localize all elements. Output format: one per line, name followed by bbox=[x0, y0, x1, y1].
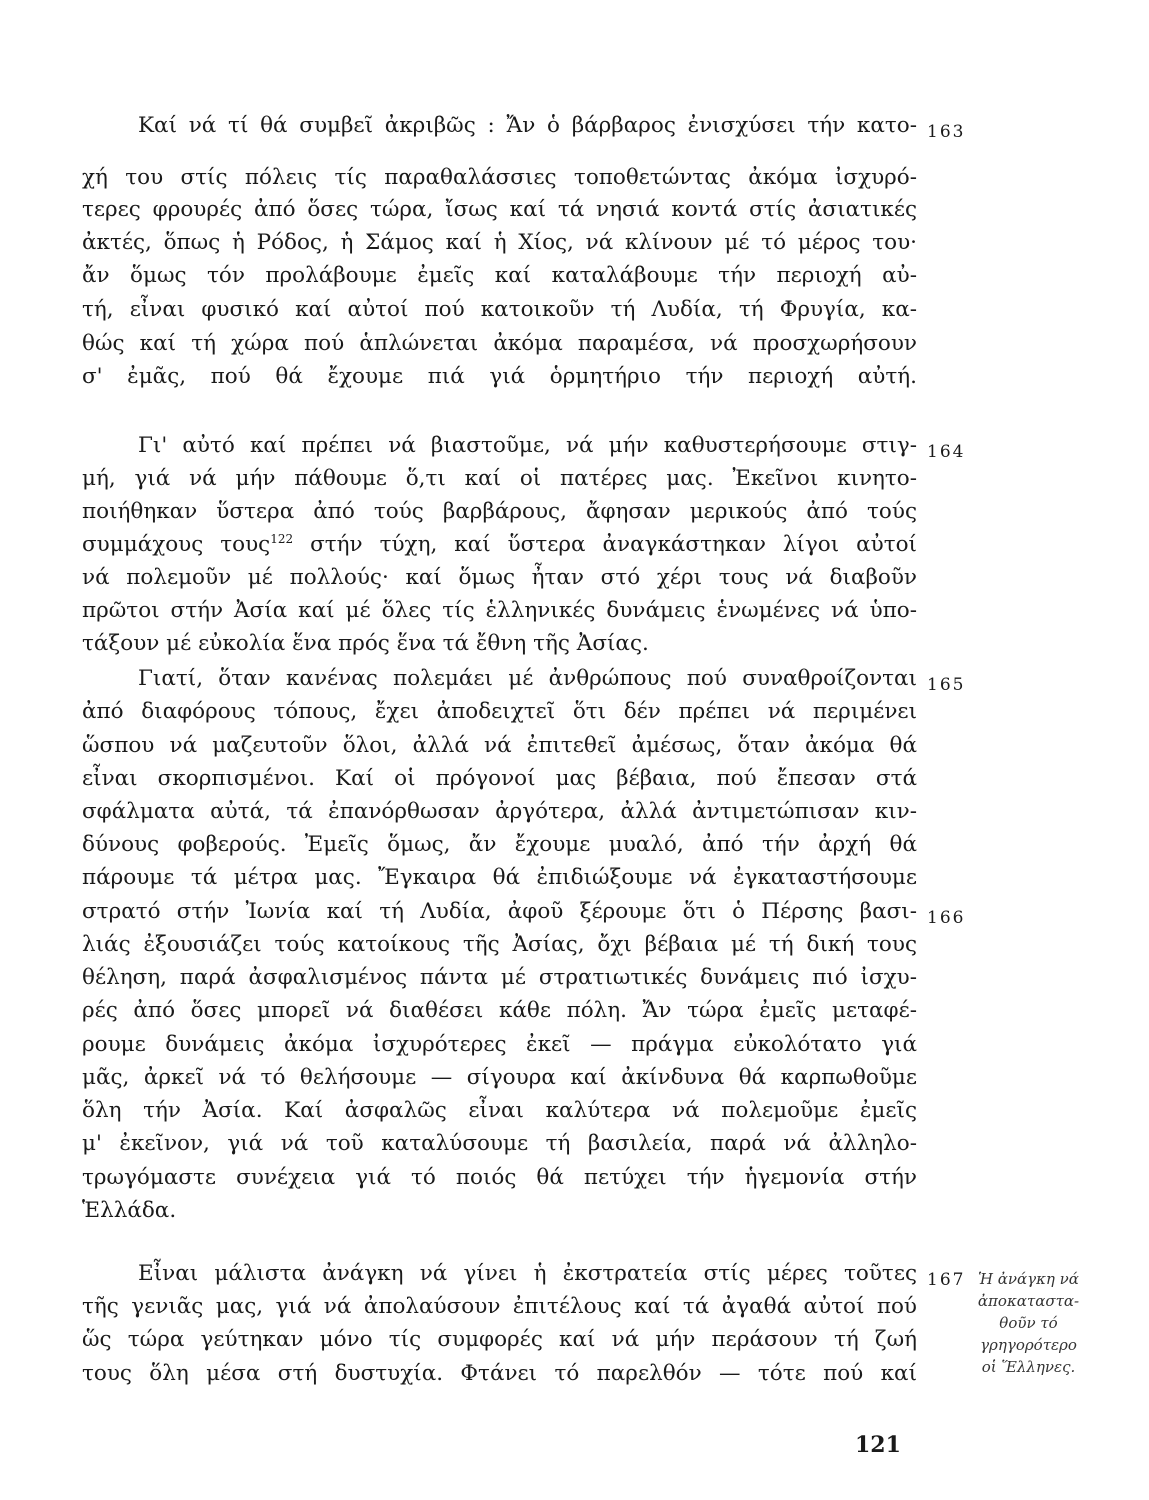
text-line: ὥσπου νά μαζευτοῦν ὅλοι, ἀλλά νά ἐπιτεθεῖ ἀμέσως, ὅταν ἀκόμα θά bbox=[82, 733, 917, 758]
text-line: δύνους φοβερούς. Ἐμεῖς ὅμως, ἄν ἔχουμε μυαλό, ἀπό τήν ἀρχή θά bbox=[82, 832, 917, 857]
section-number: 163 bbox=[927, 122, 966, 142]
text-fragment: στήν τύχη, καί ὕστερα ἀναγκάστηκαν λίγοι αὐτοί bbox=[293, 532, 917, 557]
text-line: θέληση, παρά ἀσφαλισμένος πάντα μέ στρατιωτικές δυνάμεις πιό ἰσχυ- bbox=[82, 965, 917, 990]
text-fragment: συμμάχους τους bbox=[82, 532, 271, 557]
text-line: τρωγόμαστε συνέχεια γιά τό ποιός θά πετύχει τήν ἡγεμονία στήν bbox=[82, 1165, 917, 1190]
page-number: 121 bbox=[855, 1432, 901, 1458]
margin-note-line: Ἡ ἀνάγκη νά bbox=[978, 1270, 1079, 1288]
text-line: ἀπό διαφόρους τόπους, ἔχει ἀποδειχτεῖ ὅτι δέν πρέπει νά περιμένει bbox=[82, 699, 917, 724]
text-line: μή, γιά νά μήν πάθουμε ὅ,τι καί οἱ πατέρες μας. Ἐκεῖνοι κινητο- bbox=[82, 466, 917, 491]
text-line: εἶναι σκορπισμένοι. Καί οἱ πρόγονοί μας βέβαια, πού ἔπεσαν στά bbox=[82, 766, 917, 791]
text-line: θώς καί τή χώρα πού ἁπλώνεται ἀκόμα παραμέσα, νά προσχωρήσουν bbox=[82, 331, 917, 356]
text-line: τῆς γενιᾶς μας, γιά νά ἀπολαύσουν ἐπιτέλους καί τά ἀγαθά αὐτοί πού bbox=[82, 1294, 917, 1319]
footnote-ref[interactable]: 122 bbox=[270, 531, 294, 546]
section-number: 167 bbox=[927, 1270, 966, 1290]
text-line: ποιήθηκαν ὕστερα ἀπό τούς βαρβάρους, ἄφησαν μερικούς ἀπό τούς bbox=[82, 499, 917, 524]
text-line: ὥς τώρα γεύτηκαν μόνο τίς συμφορές καί νά μήν περάσουν τή ζωή bbox=[82, 1327, 917, 1352]
text-line: πρῶτοι στήν Ἀσία καί μέ ὅλες τίς ἑλληνικές δυνάμεις ἑνωμένες νά ὑπο- bbox=[82, 598, 917, 623]
text-line: Εἶναι μάλιστα ἀνάγκη νά γίνει ἡ ἐκστρατεία στίς μέρες τοῦτες bbox=[138, 1261, 917, 1286]
text-line: ὅλη τήν Ἀσία. Καί ἀσφαλῶς εἶναι καλύτερα νά πολεμοῦμε ἐμεῖς bbox=[82, 1098, 917, 1123]
section-number: 164 bbox=[927, 442, 966, 462]
text-line: τάξουν μέ εὐκολία ἕνα πρός ἕνα τά ἔθνη τῆς Ἀσίας. bbox=[82, 631, 649, 656]
section-number: 166 bbox=[927, 908, 966, 928]
margin-note-line: γρηγορότερο bbox=[980, 1336, 1077, 1354]
text-line: σ' ἐμᾶς, πού θά ἔχουμε πιά γιά ὁρμητήριο τήν περιοχή αὐτή. bbox=[82, 364, 917, 389]
margin-note-line: ἀποκαταστα- bbox=[977, 1292, 1080, 1310]
text-line: τους ὅλη μέσα στή δυστυχία. Φτάνει τό παρελθόν — τότε πού καί bbox=[82, 1361, 917, 1386]
text-line: ρουμε δυνάμεις ἀκόμα ἰσχυρότερες ἐκεῖ — πράγμα εὐκολότατο γιά bbox=[82, 1032, 917, 1057]
margin-note-line: οἱ Ἕλληνες. bbox=[981, 1358, 1076, 1376]
text-line: Γι' αὐτό καί πρέπει νά βιαστοῦμε, νά μήν καθυστερήσουμε στιγ- bbox=[138, 433, 917, 458]
text-line bbox=[82, 531, 917, 559]
text-line: λιάς ἐξουσιάζει τούς κατοίκους τῆς Ἀσίας, ὄχι βέβαια μέ τή δική τους bbox=[82, 932, 917, 957]
text-line: νά πολεμοῦν μέ πολλούς· καί ὅμως ἦταν στό χέρι τους νά διαβοῦν bbox=[82, 565, 917, 590]
text-line: ἄν ὅμως τόν προλάβουμε ἐμεῖς καί καταλάβουμε τήν περιοχή αὐ- bbox=[82, 263, 917, 288]
text-line: στρατό στήν Ἰωνία καί τή Λυδία, ἀφοῦ ξέρουμε ὅτι ὁ Πέρσης βασι- bbox=[82, 899, 917, 924]
text-line: τερες φρουρές ἀπό ὅσες τώρα, ἴσως καί τά νησιά κοντά στίς ἀσιατικές bbox=[82, 197, 917, 222]
margin-note-line: θοῦν τό bbox=[999, 1314, 1058, 1332]
section-number: 165 bbox=[927, 675, 966, 695]
text-line: χή του στίς πόλεις τίς παραθαλάσσιες τοποθετώντας ἀκόμα ἰσχυρό- bbox=[82, 165, 917, 190]
text-line: μᾶς, ἀρκεῖ νά τό θελήσουμε — σίγουρα καί ἀκίνδυνα θά καρπωθοῦμε bbox=[82, 1065, 917, 1090]
text-line: μ' ἐκεῖνον, γιά νά τοῦ καταλύσουμε τή βασιλεία, παρά νά ἀλληλο- bbox=[82, 1131, 917, 1156]
text-line: Καί νά τί θά συμβεῖ ἀκριβῶς : Ἄν ὁ βάρβαρος ἐνισχύσει τήν κατο- bbox=[138, 113, 917, 138]
text-line: ἀκτές, ὅπως ἡ Ρόδος, ἡ Σάμος καί ἡ Χίος, νά κλίνουν μέ τό μέρος του· bbox=[82, 230, 917, 255]
text-line: Ἑλλάδα. bbox=[82, 1198, 177, 1223]
text-line: ρές ἀπό ὅσες μπορεῖ νά διαθέσει κάθε πόλη. Ἄν τώρα ἐμεῖς μεταφέ- bbox=[82, 998, 917, 1023]
text-line: πάρουμε τά μέτρα μας. Ἔγκαιρα θά ἐπιδιώξουμε νά ἐγκαταστήσουμε bbox=[82, 865, 917, 890]
text-line: Γιατί, ὅταν κανένας πολεμάει μέ ἀνθρώπους πού συναθροίζονται bbox=[138, 666, 917, 691]
text-line: σφάλματα αὐτά, τά ἐπανόρθωσαν ἀργότερα, ἀλλά ἀντιμετώπισαν κιν- bbox=[82, 799, 917, 824]
text-line: τή, εἶναι φυσικό καί αὐτοί πού κατοικοῦν τή Λυδία, τή Φρυγία, κα- bbox=[82, 297, 917, 322]
margin-note bbox=[946, 1268, 1111, 1378]
